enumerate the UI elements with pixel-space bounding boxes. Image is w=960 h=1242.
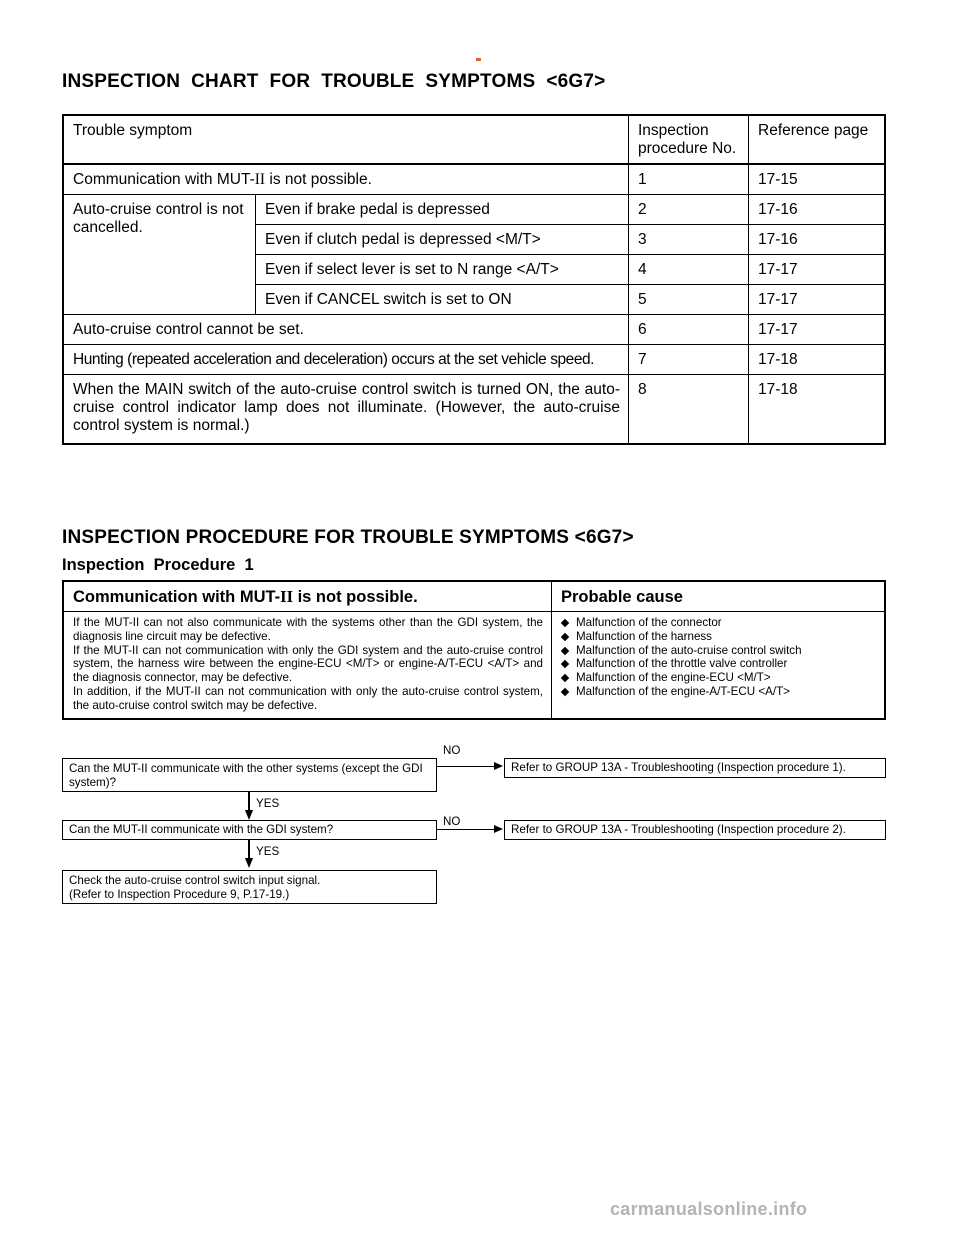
list-item: Malfunction of the throttle valve controller — [561, 657, 876, 671]
header-trouble-symptom: Trouble symptom — [63, 115, 629, 164]
watermark: carmanualsonline.info — [610, 1199, 808, 1219]
flow-q2-no-line — [437, 829, 495, 830]
symptom-cell — [63, 164, 629, 195]
final-check-line-1: Check the auto-cruise control switch input signal. — [69, 874, 321, 887]
reference-page: 17-17 — [749, 255, 886, 285]
header-reference-page: Reference page — [749, 115, 886, 164]
table-row — [63, 315, 885, 345]
symptom-cell: When the MAIN switch of the auto-cruise control switch is turned ON, the auto-cruise control indicator lamp does not illuminate. (However, the auto-cruise control system is normal.) — [63, 375, 629, 445]
procedure-no: 2 — [629, 195, 749, 225]
final-check-line-2: (Refer to Inspection Procedure 9, P.17-19.) — [69, 887, 290, 901]
description-paragraph: If the MUT-II can not communication with only the GDI system and the auto-cruise control system, the harness wire between the engine-ECU <M/T> or engine-A/T-ECU <A/T> and the diagnosis connector, may be defective. — [73, 643, 543, 685]
inspection-chart-title: INSPECTION CHART FOR TROUBLE SYMPTOMS <6G7> — [62, 71, 606, 92]
page-top-mark — [476, 58, 481, 61]
probable-cause-box — [62, 580, 886, 720]
flow-q1-yes-label: YES — [256, 797, 280, 810]
list-item: Malfunction of the engine-ECU <M/T> — [561, 671, 876, 685]
procedure-no: 3 — [629, 225, 749, 255]
flow-final-check — [62, 870, 437, 904]
symptom-text-end: is not possible. — [265, 171, 372, 188]
flow-question-2: Can the MUT-II communicate with the GDI system? — [62, 820, 437, 840]
symptom-group-label: Auto-cruise control is not cancelled. — [63, 195, 256, 315]
symptom-header-text: Communication with MUT- — [73, 588, 281, 606]
symptom-detail: Even if select lever is set to N range <A/T> — [256, 255, 629, 285]
flow-q2-no-action: Refer to GROUP 13A - Troubleshooting (Inspection procedure 2). — [504, 820, 886, 840]
reference-page: 17-16 — [749, 195, 886, 225]
probable-cause-header: Probable cause — [552, 581, 886, 612]
flow-q1-no-label: NO — [443, 744, 461, 757]
table-header-row — [63, 115, 885, 164]
flow-q2-yes-line — [248, 840, 250, 860]
description-paragraph: If the MUT-II can not also communicate with the systems other than the GDI system, the diagnosis line circuit may be defective. — [73, 616, 543, 643]
flow-q1-no-action: Refer to GROUP 13A - Troubleshooting (Inspection procedure 1). — [504, 758, 886, 778]
flow-question-1: Can the MUT-II communicate with the other systems (except the GDI system)? — [62, 758, 437, 792]
cause-header-row — [63, 581, 885, 612]
cause-box-symptom-header — [63, 581, 552, 612]
flow-q2-no-arrow — [494, 825, 503, 833]
flow-q2-no-label: NO — [443, 815, 461, 828]
header-inspection-procedure: Inspection procedure No. — [629, 115, 749, 164]
list-item: Malfunction of the connector — [561, 616, 876, 630]
symptom-detail: Even if CANCEL switch is set to ON — [256, 285, 629, 315]
flow-q1-yes-line — [248, 792, 250, 812]
trouble-symptom-table — [62, 114, 886, 445]
symptom-header-text-end: is not possible. — [293, 588, 418, 606]
table-row — [63, 345, 885, 375]
inspection-procedure-title: INSPECTION PROCEDURE FOR TROUBLE SYMPTOMS <6G7> — [62, 527, 634, 548]
procedure-no: 1 — [629, 164, 749, 195]
reference-page: 17-17 — [749, 285, 886, 315]
reference-page: 17-18 — [749, 375, 886, 445]
symptom-detail: Even if clutch pedal is depressed <M/T> — [256, 225, 629, 255]
symptom-header-roman: II — [280, 587, 293, 606]
cause-body-row — [63, 612, 885, 719]
procedure-no: 8 — [629, 375, 749, 445]
description-paragraph: In addition, if the MUT-II can not communication with only the auto-cruise control system, the auto-cruise control switch may be defective. — [73, 684, 543, 712]
table-row — [63, 195, 885, 225]
list-item: Malfunction of the engine-A/T-ECU <A/T> — [561, 685, 876, 699]
symptom-text: Communication with MUT- — [73, 171, 255, 188]
procedure-no: 5 — [629, 285, 749, 315]
flow-q1-no-line — [437, 766, 495, 767]
cause-description — [63, 612, 552, 719]
probable-cause-list — [561, 616, 876, 699]
inspection-procedure-subtitle: Inspection Procedure 1 — [62, 556, 254, 574]
reference-page: 17-15 — [749, 164, 886, 195]
list-item: Malfunction of the harness — [561, 630, 876, 644]
procedure-no: 7 — [629, 345, 749, 375]
flow-q2-yes-arrow — [245, 858, 253, 868]
procedure-no: 6 — [629, 315, 749, 345]
symptom-roman: II — [254, 171, 266, 188]
table-row — [63, 375, 885, 445]
reference-page: 17-18 — [749, 345, 886, 375]
list-item: Malfunction of the auto-cruise control switch — [561, 644, 876, 658]
symptom-detail: Even if brake pedal is depressed — [256, 195, 629, 225]
procedure-no: 4 — [629, 255, 749, 285]
flow-q1-no-arrow — [494, 762, 503, 770]
table-row — [63, 164, 885, 195]
flow-q2-yes-label: YES — [256, 845, 280, 858]
symptom-cell: Auto-cruise control cannot be set. — [63, 315, 629, 345]
reference-page: 17-17 — [749, 315, 886, 345]
flow-q1-yes-arrow — [245, 810, 253, 820]
probable-cause-list-cell — [552, 612, 886, 719]
symptom-cell: Hunting (repeated acceleration and deceleration) occurs at the set vehicle speed. — [63, 345, 629, 375]
reference-page: 17-16 — [749, 225, 886, 255]
